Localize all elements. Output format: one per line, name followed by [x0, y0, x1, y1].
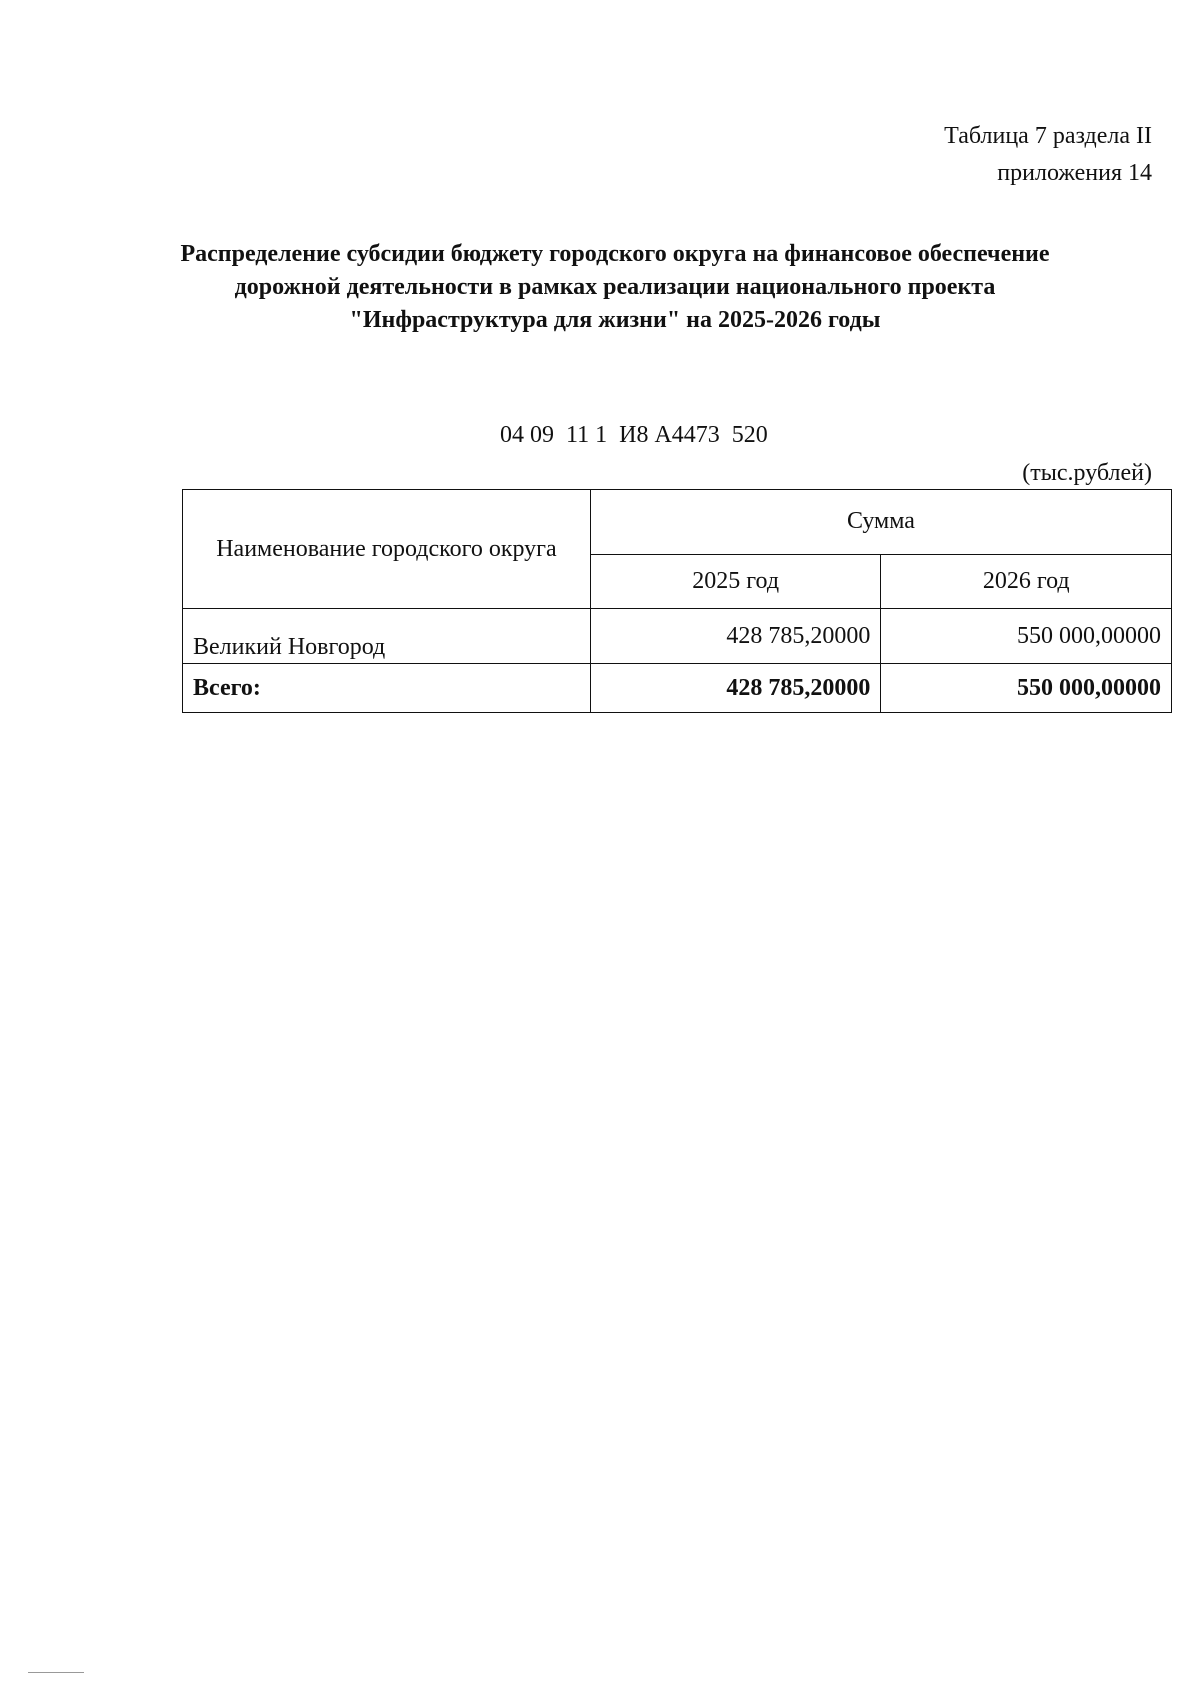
document-title: Распределение субсидии бюджету городского округа на финансовое обеспечение дорожной деятельности в рамках реализации национального проекта "Инфраструктура для жизни" на 2025-2026 годы [180, 241, 1050, 333]
total-2025-cell: 428 785,20000 [590, 664, 881, 713]
subsidy-table [182, 489, 1172, 713]
table-reference-line-1: Таблица 7 раздела II [944, 123, 1152, 149]
table-header-row [183, 490, 1172, 555]
total-2026-cell: 550 000,00000 [881, 664, 1172, 713]
table-row [183, 609, 1172, 664]
total-row [183, 664, 1172, 713]
total-label-cell: Всего: [183, 664, 591, 713]
scan-mark [28, 1672, 84, 1673]
units-label: (тыс.рублей) [1022, 460, 1152, 486]
district-name-cell: Великий Новгород [183, 609, 591, 664]
value-2026-cell: 550 000,00000 [881, 609, 1172, 664]
header-district-name: Наименование городского округа [183, 490, 591, 609]
table-reference [944, 118, 1152, 192]
budget-classification-code: 04 09 11 1 И8 А4473 520 [500, 422, 768, 448]
header-sum: Сумма [590, 490, 1171, 555]
header-year-2025: 2025 год [590, 554, 881, 608]
header-year-2026: 2026 год [881, 554, 1172, 608]
value-2025-cell: 428 785,20000 [590, 609, 881, 664]
table-reference-line-2: приложения 14 [997, 160, 1152, 186]
